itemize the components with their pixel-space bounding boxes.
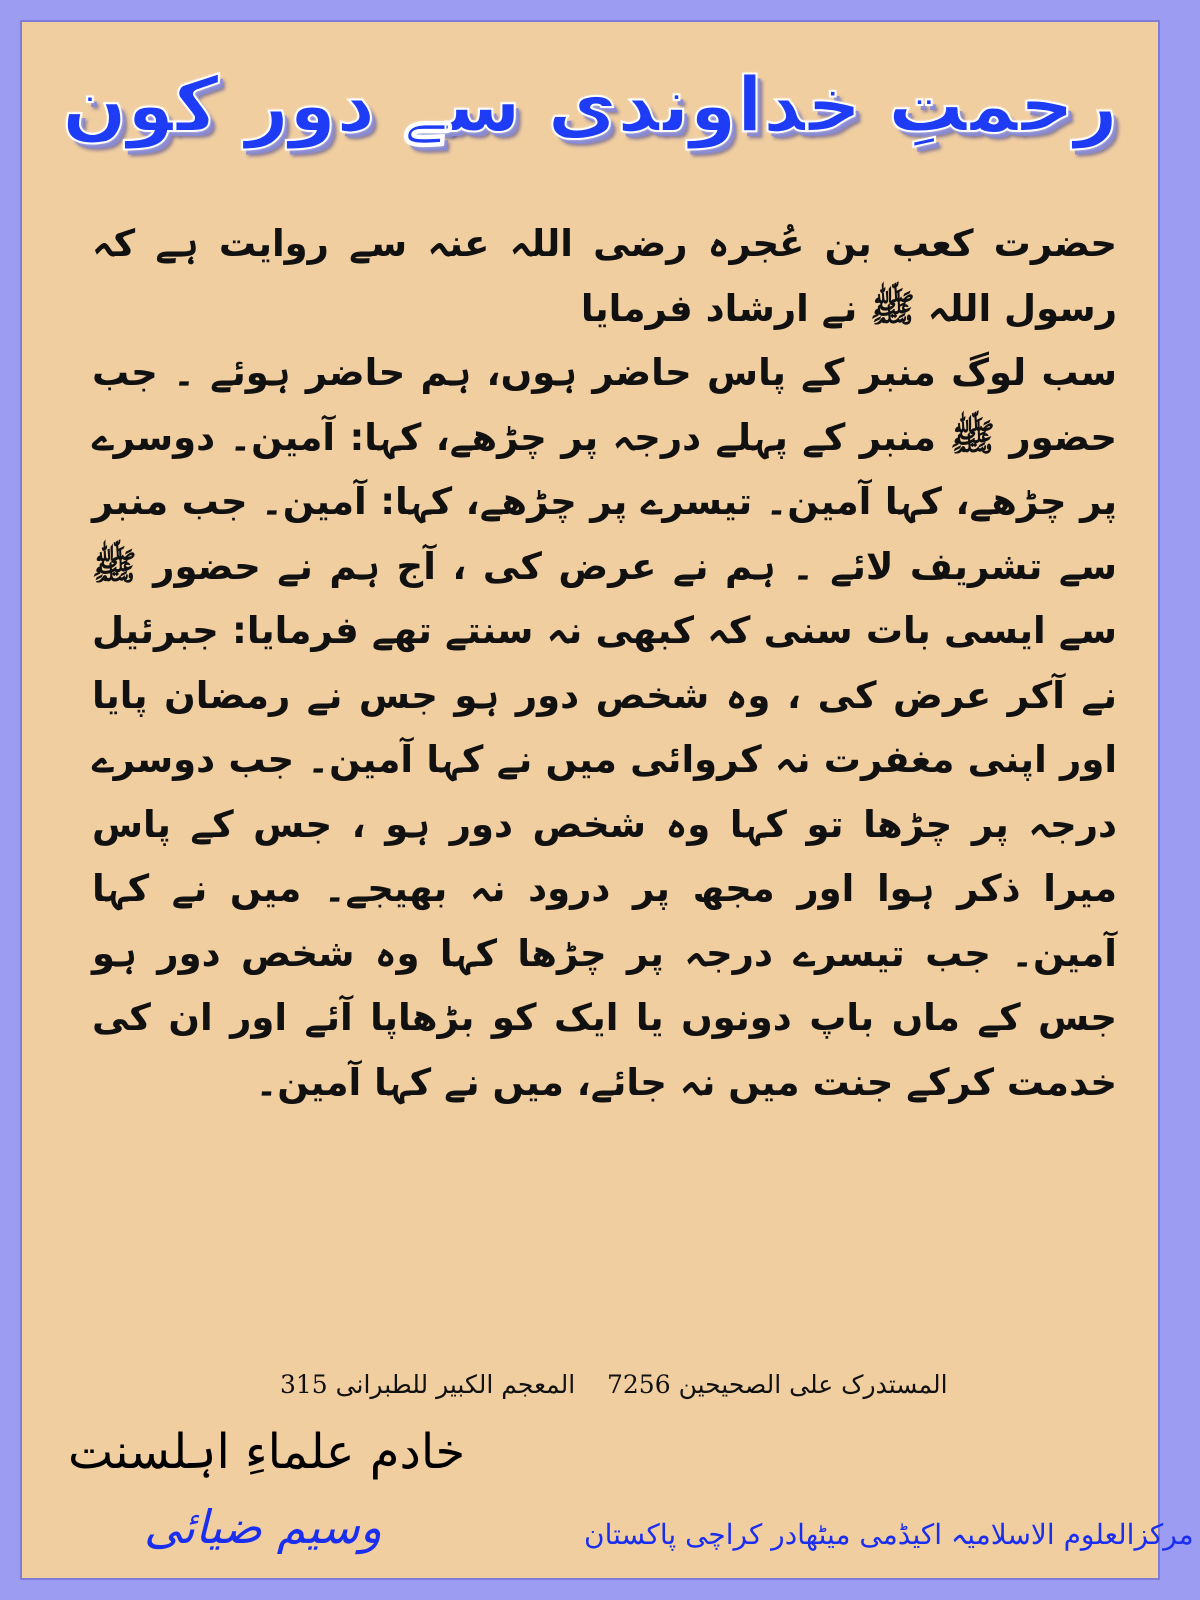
signature-title: خادم علماءِ اہلسنت — [68, 1424, 466, 1480]
reference-mustadrak: المستدرک علی الصحیحین 7256 — [607, 1370, 948, 1399]
poster-panel — [20, 20, 1194, 1580]
hadith-intro: حضرت کعب بن عُجرہ رضی اللہ عنہ سے روایت ہے کہ رسول اللہ ﷺ نے ارشاد فرمایا — [92, 222, 1117, 330]
hadith-narration: سب لوگ منبر کے پاس حاضر ہوں، ہم حاضر ہوئے ۔ جب حضور ﷺ منبر کے پہلے درجہ پر چڑھے، کہا: آمین۔ دوسرے پر چڑھے، کہا آمین۔ تیسرے پر چڑھے، کہا: آمین۔ جب منبر سے تشریف لائے ۔ ہم نے عرض کی ، آج ہم نے حضور ﷺ سے ایسی بات سنی کہ کبھی نہ سنتے تھے فرمایا: جبرئیل نے آکر عرض کی ، وہ شخص دور ہو جس نے رمضان پایا اور اپنی مغفرت نہ کروائی میں نے کہا آمین۔ جب دوسرے درجہ پر چڑھا تو کہا وہ شخص دور ہو ، جس کے پاس میرا ذکر ہوا اور مجھ پر درود نہ بھیجے۔ میں نے کہا آمین۔ جب تیسرے درجہ پر چڑھا کہا وہ شخص دور ہو جس کے ماں باپ دونوں یا ایک کو بڑھاپا آئے اور ان کی خدمت کرکے جنت میں نہ جائے، میں نے کہا آمین۔ — [92, 351, 1117, 1104]
reference-tabarani: المعجم الکبیر للطبرانی 315 — [280, 1370, 576, 1399]
hadith-body — [92, 212, 1117, 1115]
page-title: رحمتِ خداوندی سے دور کون — [62, 60, 1118, 149]
signature-name: وسیم ضیائی — [144, 1500, 382, 1554]
institute-name: مرکزالعلوم الاسلامیہ اکیڈمی میٹھادر کراچی پاکستان — [584, 1518, 1194, 1551]
